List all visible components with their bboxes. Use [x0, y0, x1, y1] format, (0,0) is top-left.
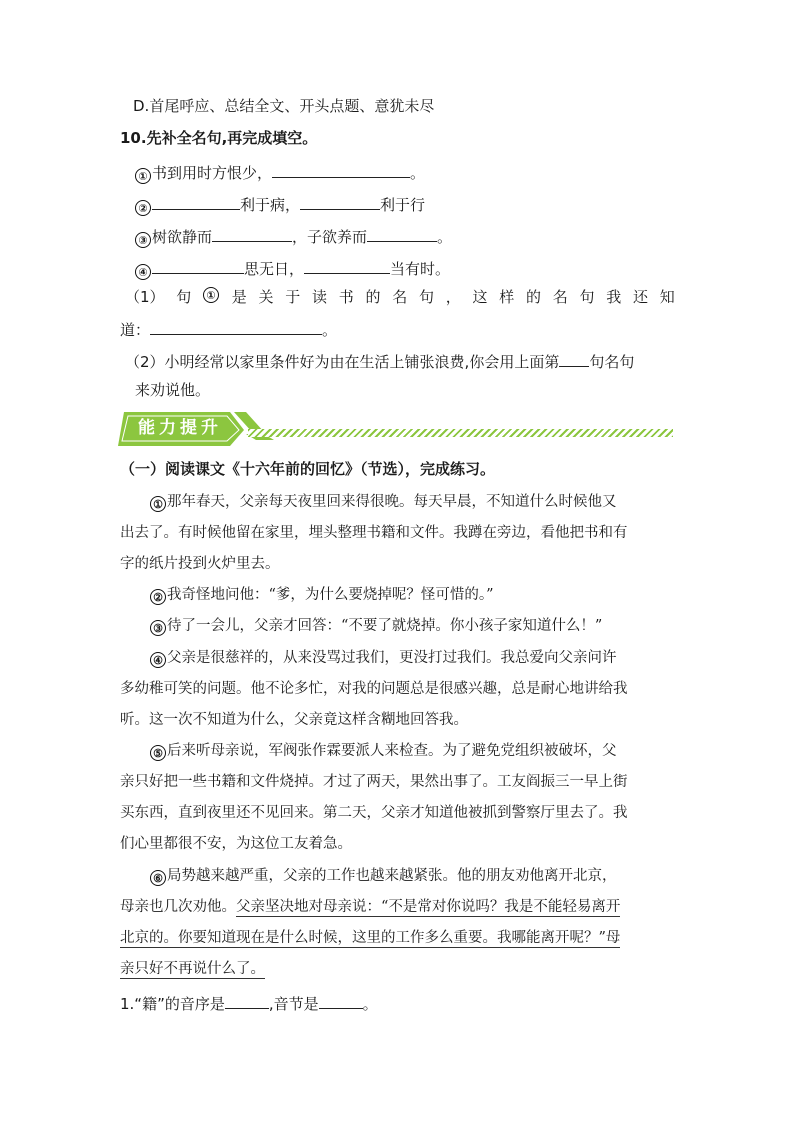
q10-item-3: ③ 树欲静而 ，子欲养而 。 — [135, 225, 452, 248]
q10-sub1-line1 — [125, 287, 675, 307]
circled-number: ④ — [150, 652, 166, 668]
para-5-line-3: 买东西，直到夜里还不见回来。第二天，父亲才知道他被抓到警察厅里去了。我 — [120, 805, 628, 821]
justified-char: 我 — [606, 288, 622, 306]
fill-blank[interactable] — [367, 225, 437, 242]
justified-char: 句 — [579, 288, 595, 306]
q10-item-2: ② 利于病， 利于行 — [135, 193, 425, 216]
q10-item-1: ① 书到用时方恨少， 。 — [135, 161, 425, 184]
fill-blank[interactable] — [319, 992, 363, 1009]
justified-char: 还 — [633, 288, 649, 306]
fill-blank[interactable] — [304, 257, 390, 274]
q10-sub2-line1: （2）小明经常以家里条件好为由在生活上铺张浪费,你会用上面第 句名句 — [125, 350, 634, 372]
para-4-line-3: 听。这一次不知道为什么，父亲竟这样含糊地回答我。 — [120, 712, 468, 728]
q10-sub1-line2: 道： 。 — [120, 318, 337, 340]
justified-char: 的 — [365, 288, 381, 306]
circled-number: ③ — [150, 620, 166, 636]
circled-number: ① — [150, 496, 166, 512]
para-6-line-2: 母亲也几次劝他。父亲坚决地对母亲说：“不是常对你说吗？我是不能轻易离开 — [120, 899, 621, 915]
justified-char: 句 — [176, 288, 192, 306]
justified-char: 于 — [285, 288, 301, 306]
para-5-line-4: 们心里都很不安，为这位工友着急。 — [120, 836, 352, 852]
fill-blank[interactable] — [212, 225, 292, 242]
justified-char: 名 — [552, 288, 568, 306]
para-5-line-2: 亲只好把一些书籍和文件烧掉。才过了两天，果然出事了。工友阎振三一早上街 — [120, 774, 628, 790]
justified-char: 读 — [312, 288, 328, 306]
justified-char: 样 — [499, 288, 515, 306]
question-1: 1.“籍”的音序是 ,音节是 。 — [120, 992, 378, 1014]
justified-char: 这 — [472, 288, 488, 306]
para-3: ③ 待了一会儿，父亲才回答：“不要了就烧掉。你小孩子家知道什么！” — [150, 616, 602, 636]
circled-number: ③ — [135, 232, 151, 248]
section-title: 能力提升 — [138, 418, 222, 438]
option-d: D.首尾呼应、总结全文、开头点题、意犹未尽 — [133, 97, 435, 115]
para-1-line-3: 字的纸片投到火炉里去。 — [120, 556, 280, 572]
circled-number: ④ — [135, 264, 151, 280]
circled-number: ② — [135, 200, 151, 216]
para-1-line-1: ① 那年春天，父亲每天夜里回来得很晚。每天早晨，不知道什么时候他又 — [150, 492, 617, 512]
q10-item-4: ④ 思无日， 当有时。 — [135, 257, 450, 280]
underlined-text: 亲只好不再说什么了。 — [120, 961, 265, 977]
para-2: ② 我奇怪地问他：“爹，为什么要烧掉呢？怪可惜的。” — [150, 585, 494, 605]
para-5-line-1: ⑤ 后来听母亲说，军阀张作霖要派人来检查。为了避免党组织被破坏，父 — [150, 741, 617, 761]
justified-char: 名 — [392, 288, 408, 306]
justified-char: 关 — [258, 288, 274, 306]
fill-blank[interactable] — [152, 193, 240, 210]
underlined-text: 父亲坚决地对母亲说：“不是常对你说吗？我是不能轻易离开 — [236, 899, 621, 915]
justified-char: 句 — [419, 288, 435, 306]
banner-stripe — [248, 429, 673, 437]
justified-char: 是 — [231, 288, 247, 306]
justified-char: 的 — [526, 288, 542, 306]
justified-char: ① — [203, 287, 219, 303]
fill-blank[interactable] — [152, 257, 244, 274]
q10-sub2-line2: 来劝说他。 — [135, 381, 211, 399]
circled-number: ⑥ — [150, 870, 166, 886]
reading-title: （一）阅读课文《十六年前的回忆》（节选），完成练习。 — [120, 460, 496, 478]
circled-number: ② — [150, 589, 166, 605]
fill-blank[interactable] — [300, 193, 380, 210]
fill-blank[interactable] — [272, 161, 410, 178]
q10-title: 10.先补全名句,再完成填空。 — [120, 129, 318, 147]
justified-char: 书 — [338, 288, 354, 306]
section-banner — [118, 410, 678, 446]
para-4-line-2: 多幼稚可笑的问题。他不论多忙，对我的问题总是很感兴趣，总是耐心地讲给我 — [120, 681, 628, 697]
underlined-text: 北京的。你要知道现在是什么时候，这里的工作多么重要。我哪能离开呢？”母 — [120, 930, 621, 946]
para-6-line-1: ⑥ 局势越来越严重，父亲的工作也越来越紧张。他的朋友劝他离开北京， — [150, 866, 617, 886]
para-6-line-3 — [120, 928, 620, 948]
para-1-line-2: 出去了。有时候他留在家里，埋头整理书籍和文件。我蹲在旁边，看他把书和有 — [120, 525, 628, 541]
para-6-line-4 — [120, 959, 265, 979]
fill-blank[interactable] — [150, 318, 322, 335]
para-4-line-1: ④ 父亲是很慈祥的，从来没骂过我们，更没打过我们。我总爱向父亲问许 — [150, 648, 617, 668]
fill-blank[interactable] — [559, 350, 589, 367]
justified-char: ， — [445, 288, 461, 306]
justified-char: 知 — [659, 288, 675, 306]
fill-blank[interactable] — [225, 992, 269, 1009]
circled-number: ⑤ — [150, 745, 166, 761]
justified-char: （1） — [125, 288, 165, 306]
circled-number: ① — [135, 168, 151, 184]
